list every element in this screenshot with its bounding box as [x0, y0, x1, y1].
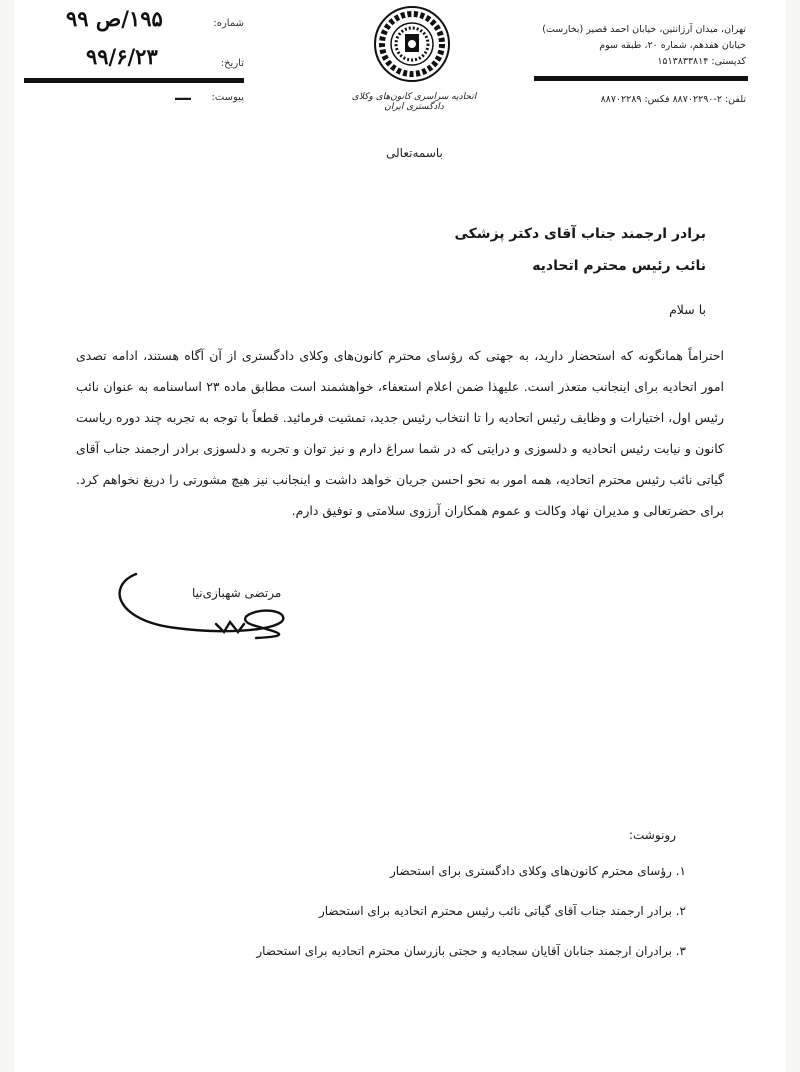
handwritten-signature	[106, 566, 306, 646]
letter-body: احتراماً همانگونه که استحضار دارید، به جهتی که رؤسای محترم کانون‌های وکلای دادگستری از آن آگاه هستند، ادامه تصدی امور اتحادیه برای اینجانب متعذر است. علیهذا ضمن اعلام استعفاء، خواهشمند است مطابق ماده ۲۳ اساسنامه به عنوان نائب رئیس اول، اختیارات و وظایف رئیس اتحادیه را تا انتخاب رئیس جدید، تمشیت فرمائید. قطعاً با توجه به تجربه چند دوره ریاست کانون و نیابت رئیس اتحادیه و دلسوزی و درایتی که در شما سراغ دارم و نیز توان و تجربه و دلسوزی برادر ارجمند جناب آقای گیاتی نائب رئیس محترم اتحادیه، همه امور به نحو احسن جریان خواهد داشت و اینجانب نیز هیچ مشورتی را دریغ نخواهم کرد. برای حضرتعالی و مدیران نهاد وکالت و عموم همکاران آرزوی سلامتی و توفیق دارم.	[76, 348, 724, 518]
letter-page	[14, 0, 786, 1072]
header-rule-left	[24, 78, 244, 83]
cc-title: رونوشت:	[628, 828, 676, 842]
date-label: تاریخ:	[220, 58, 244, 69]
address-line-2: خیابان هفدهم، شماره ۲۰، طبقه سوم	[599, 40, 746, 51]
address-line-1: تهران، میدان آرژانتین، خیابان احمد قصیر (بخارست)	[542, 24, 746, 35]
greeting: با سلام	[669, 302, 706, 317]
attachment-dash: —	[174, 88, 192, 109]
postal-code: کدپستی: ۱۵۱۳۸۳۳۸۱۴	[657, 56, 746, 67]
phone-fax: تلفن: ۲-۸۸۷۰۲۲۹۰ فکس: ۸۸۷۰۲۲۸۹	[600, 94, 746, 105]
number-value-handwritten: ۱۹۵/ص ۹۹	[66, 6, 163, 31]
recipient-line-2: نائب رئیس محترم اتحادیه	[532, 258, 706, 274]
date-value-handwritten: ۹۹/۶/۲۳	[86, 44, 158, 69]
attachment-label: پیوست:	[211, 92, 244, 103]
cc-item-3: ۳. برادران ارجمند جنابان آقایان سجادیه و حجتی بازرسان محترم اتحادیه برای استحضار	[256, 944, 686, 958]
organization-emblem	[372, 4, 452, 84]
cc-item-2: ۲. برادر ارجمند جناب آقای گیاتی نائب رئیس محترم اتحادیه برای استحضار	[318, 904, 686, 918]
invocation: باسمه‌تعالی	[386, 146, 443, 160]
signatory-name: مرتضی شهبازی‌نیا	[192, 586, 282, 600]
emblem-caption: اتحادیه سراسری کانون‌های وکلای دادگستری ایران	[351, 92, 477, 112]
recipient-line-1: برادر ارجمند جناب آقای دکتر پزشکی	[454, 226, 706, 242]
number-label: شماره:	[213, 18, 244, 29]
cc-item-1: ۱. رؤسای محترم کانون‌های وکلای دادگستری برای استحضار	[389, 864, 686, 878]
header-rule-right	[534, 76, 748, 81]
